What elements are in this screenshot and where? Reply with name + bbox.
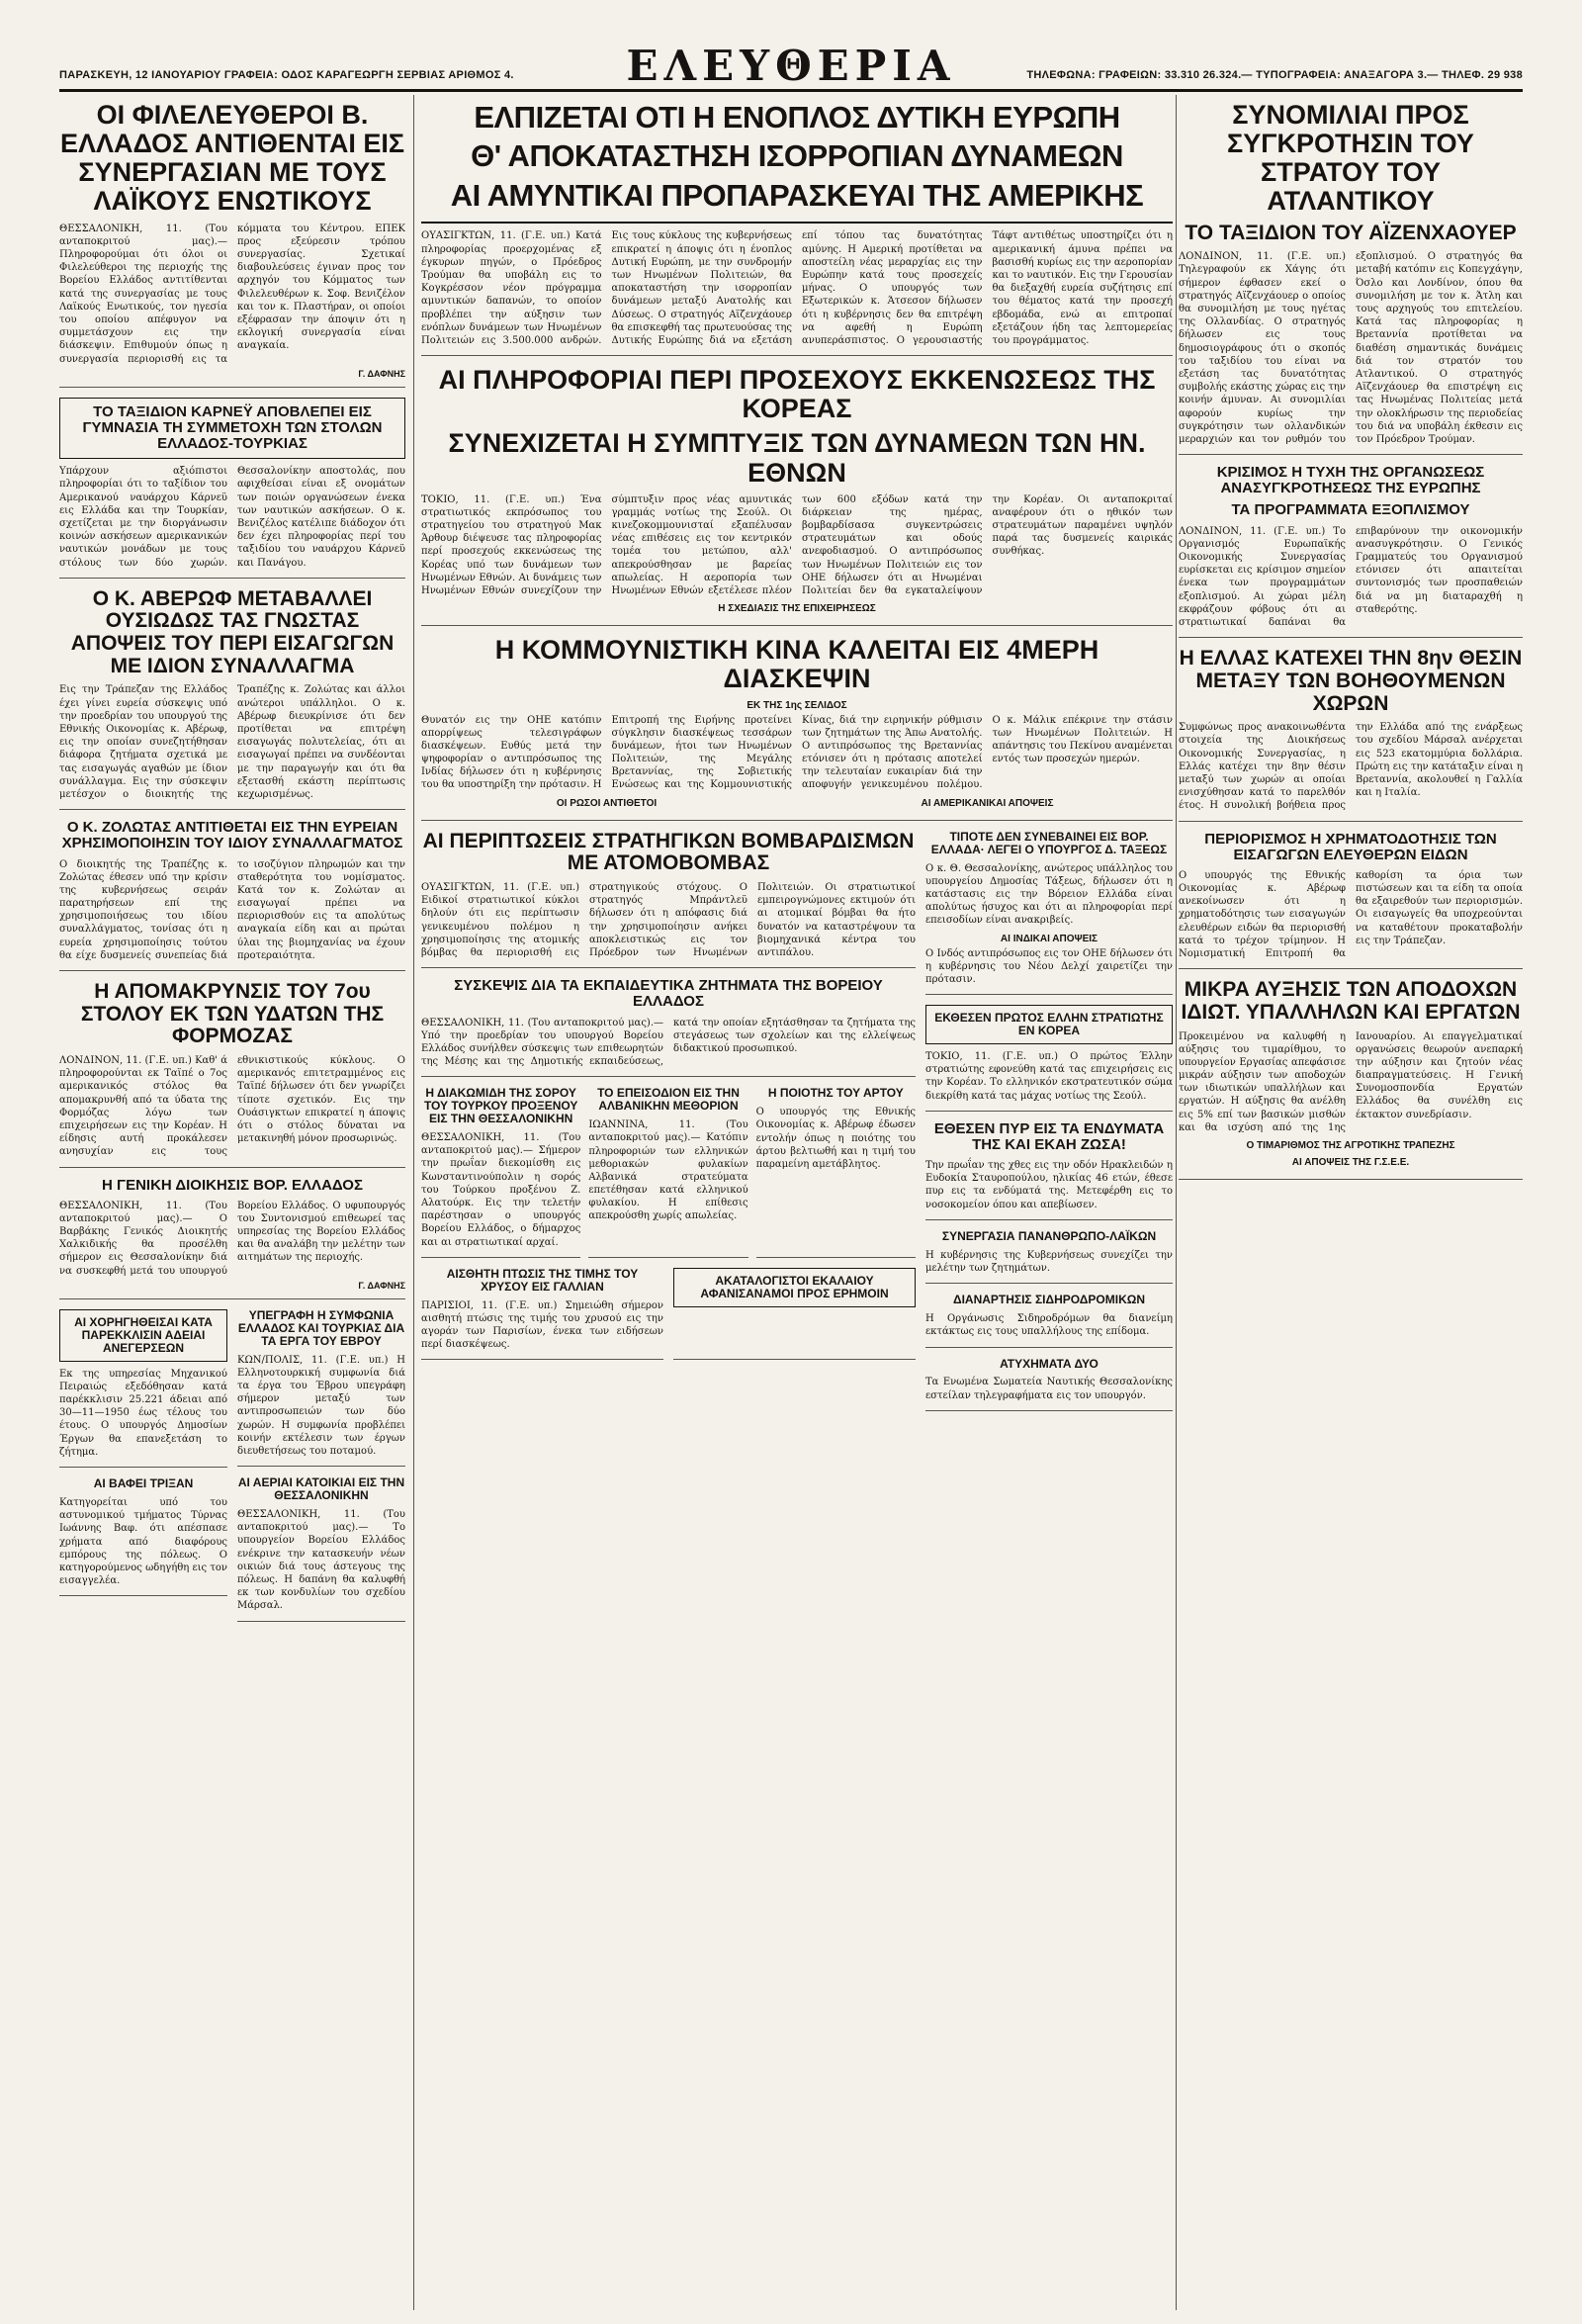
article-body: ΙΩΑΝΝΙΝΑ, 11. (Του ανταποκριτού μας).— Κατόπιν πληροφοριών των ελληνικών μεθοριακών φυλακίων Αλβανικά στρατεύματα επετέθησαν κατά ελληνικού φυλακίου. Η επίθεσις απεκρούσθη χωρίς απωλείας. bbox=[588, 1119, 748, 1222]
headline: Η ΔΙΑΚΩΜΙΔΗ ΤΗΣ ΣΟΡΟΥ ΤΟΥ ΤΟΥΡΚΟΥ ΠΡΟΞΕΝΟΥ ΕΙΣ ΤΗΝ ΘΕΣΣΑΛΟΝΙΚΗΝ bbox=[423, 1086, 578, 1126]
article-body: Ο κ. Θ. Θεσσαλονίκης, ανώτερος υπάλληλος του υπουργείου Δημοσίας Τάξεως, δήλωσεν ότι η κατάστασις εις την Βόρειον Ελλάδα είναι απολύτως ήσυχος και ότι αι πληροφορίαι περί επεισοδίων είναι ανακριβείς. bbox=[925, 862, 1173, 927]
headline: ΣΥΣΚΕΨΙΣ ΔΙΑ ΤΑ ΕΚΠΑΙΔΕΥΤΙΚΑ ΖΗΤΗΜΑΤΑ ΤΗΣ ΒΟΡΕΙΟΥ ΕΛΛΑΔΟΣ bbox=[454, 977, 883, 1011]
article-body: Θυνατόν εις την ΟΗΕ κατόπιν απορρίψεως τελεσιγράφων διασκέψεων. Ευθύς μετά την ψηφοφορίαν ο αντιπρόσωπος της Ινδίας δήλωσεν ότι η κυβέρνησις του θα υποστηρίξη την πρότασιν. Η Επιτροπή της Ειρήνης προτείνει σύγκλησιν διασκέψεως τεσσάρων δυνάμεων, ήτοι των Ηνωμένων Πολιτειών, της Μεγάλης Βρεταννίας, της Σοβιετικής Ενώσεως και της Κομμουνιστικής Κίνας, διά την ειρηνικήν ρύθμισιν των ζητημάτων της Άπω Ανατολής. Ο αντιπρόσωπος της Βρεταννίας ετόνισεν ότι η πρότασις αποτελεί την τελευταίαν ευκαιρίαν διά την αποφυγήν γενικευμένου πολέμου. Ο κ. Μάλικ επέκρινε την στάσιν των Ηνωμένων Πολιτειών. Η απάντησις του Πεκίνου αναμένεται εντός των προσεχών ημερών. bbox=[421, 714, 1173, 791]
right-column bbox=[1179, 95, 1523, 2310]
article-accidents bbox=[925, 1352, 1173, 1411]
article-body: Εκ της υπηρεσίας Μηχανικού Πειραιώς εξεδόθησαν κατά παρέκκλισιν 25.221 άδειαι από 30—11—1950 έως τέλους του έτους. Ο υπουργός Δημοσίων Έργων θα επανεξετάση το ζήτημα. bbox=[59, 1368, 227, 1458]
article-gold-price bbox=[421, 1262, 663, 1361]
article-evros-agreement bbox=[237, 1303, 405, 1467]
headline: Η ΚΟΜΜΟΥΝΙΣΤΙΚΗ ΚΙΝΑ ΚΑΛΕΙΤΑΙ ΕΙΣ 4ΜΕΡΗ ΔΙΑΣΚΕΨΙΝ bbox=[494, 635, 1099, 694]
article-body: ΘΕΣΣΑΛΟΝΙΚΗ, 11. (Του ανταποκριτού μας).— Το υπουργείον Βορείου Ελλάδος ενέκρινε την κατασκευήν νέων οικιών διά τους άστεγους της πόλεως. Η δαπάνη θα καλυφθή εκ των κονδυλίων του σχεδίου Μάρσαλ. bbox=[237, 1509, 405, 1612]
headline: Ο Κ. ΖΟΛΩΤΑΣ ΑΝΤΙΤΙΘΕΤΑΙ ΕΙΣ ΤΗΝ ΕΥΡΕΙΑΝ ΧΡΗΣΙΜΟΠΟΙΗΣΙΝ ΤΟΥ ΙΔΙΟΥ ΣΥΝΑΛΛΑΓΜΑΤΟΣ bbox=[61, 819, 403, 852]
article-carney-trip bbox=[59, 392, 405, 579]
lead-headline-block bbox=[421, 101, 1173, 223]
article-greece-8th-place bbox=[1179, 642, 1523, 821]
article-korea bbox=[421, 360, 1173, 626]
headline: ΣΥΝΕΡΓΑΣΙΑ ΠΑΝΑΝΘΡΩΠΟ-ΛΑΪΚΩΝ bbox=[941, 1228, 1157, 1243]
headline: ΑΙ ΠΛΗΡΟΦΟΡΙΑΙ ΠΕΡΙ ΠΡΟΣΕΧΟΥΣ ΕΚΚΕΝΩΣΕΩΣ ΤΗΣ ΚΟΡΕΑΣ bbox=[438, 365, 1156, 424]
subheading: ΑΙ ΑΠΟΨΕΙΣ ΤΗΣ Γ.Σ.Ε.Ε. bbox=[1291, 1157, 1410, 1169]
article-albanian-border bbox=[588, 1081, 747, 1258]
article-consul-funeral bbox=[421, 1081, 580, 1258]
article-body: Ο διοικητής της Τραπέζης κ. Ζολώτας έθεσεν υπό την κρίσιν της κυβερνήσεως σειράν παρατηρήσεων επί της χρησιμοποιήσεως του ιδίου συναλλάγματος, τονίσας ότι η ευρεία χρησιμοποίησις τούτου θα είχε δυσμενείς συνεπείας διά το ισοζύγιον πληρωμών και την σταθερότητα του νομίσματος. Κατά τον κ. Ζολώταν αι εισαγωγαί πρέπει να περιορισθούν εις τα απολύτως αναγκαία είδη και αι πρώται ύλαι της βιομηχανίας να έχουν προτεραιότητα. bbox=[59, 858, 405, 961]
article-body: Ο Ινδός αντιπρόσωπος εις τον ΟΗΕ δήλωσεν ότι η κυβέρνησις του Νέου Δελχί χαιρετίζει την πρότασιν. bbox=[925, 947, 1173, 985]
masthead bbox=[59, 44, 1523, 92]
headline: ΣΥΝΟΜΙΛΙΑΙ ΠΡΟΣ ΣΥΓΚΡΟΤΗΣΙΝ ΤΟΥ ΣΤΡΑΤΟΥ ΤΟΥ ΑΤΛΑΝΤΙΚΟΥ bbox=[1227, 100, 1474, 217]
article-general-administration bbox=[59, 1172, 405, 1299]
article-7th-fleet bbox=[59, 975, 405, 1168]
lead-headline-2: Θ' ΑΠΟΚΑΤΑΣΤΗΣΗ ΙΣΟΡΡΟΠΙΑΝ ΔΥΝΑΜΕΩΝ bbox=[471, 138, 1123, 174]
headline: ΤΙΠΟΤΕ ΔΕΝ ΣΥΝΕΒΑΙΝΕΙ ΕΙΣ ΒΟΡ. ΕΛΛΑΔΑ· ΛΕΓΕΙ Ο ΥΠΟΥΡΓΟΣ Δ. ΤΑΞΕΩΣ bbox=[930, 829, 1168, 856]
headline: Η ΠΟΙΟΤΗΣ ΤΟΥ ΑΡΤΟΥ bbox=[767, 1086, 904, 1101]
article-liberals bbox=[59, 95, 405, 388]
headline: ΑΙ ΒΑΦΕΙ ΤΡΙΞΑΝ bbox=[93, 1476, 194, 1490]
headline: ΑΤΥΧΗΜΑΤΑ ΔΥΟ bbox=[1000, 1356, 1099, 1371]
article-body: Προκειμένου να καλυφθή η αύξησις του τιμαρίθμου, το υπουργείον Εργασίας απεφάσισε μικράν αύξησιν των αποδοχών των ιδιωτικών υπαλλήλων και εργατών. Η αύξησις θα ανέλθη εις 5% επί των βασικών μισθών και θα ισχύση από της 1ης Ιανουαρίου. Αι επαγγελματικαί οργανώσεις θεωρούν ανεπαρκή την αύξησιν και ζητούν νέας διαπραγματεύσεις. Η Γενική Συνομοσπονδία Εργατών Ελλάδος θα συνέλθη εις έκτακτον συνεδρίασιν. bbox=[1179, 1030, 1523, 1133]
column-rule bbox=[1176, 95, 1177, 2310]
headline: ΠΕΡΙΟΡΙΣΜΟΣ Η ΧΡΗΜΑΤΟΔΟΤΗΣΙΣ ΤΩΝ ΕΙΣΑΓΩΓΩΝ ΕΛΕΥΘΕΡΩΝ ΕΙΔΩΝ bbox=[1204, 830, 1497, 863]
article-body: ΛΟΝΔΙΝΟΝ, 11. (Γ.Ε. υπ.) Καθ' ά πληροφορούνται εκ Ταϊπέ ο 7ος αμερικανικός στόλος θα απομακρυνθή από τα ύδατα της Φορμόζας λόγω των επιχειρήσεων εις την Κορέαν. Η είδησις αυτή προκάλεσεν ανησυχίαν εις τους εθνικιστικούς κύκλους. Ο αμερικανός επιτετραμμένος εις Ταϊπέ δήλωσεν ότι δεν γνωρίζει τίποτε σχετικόν. Εις την Ουάσιγκτων επικρατεί η άποψις ότι ο στόλος δύναται να μετακινηθή μόνον προσωρινώς. bbox=[59, 1055, 405, 1158]
article-atomic-bombing bbox=[421, 825, 916, 968]
subheading: ΟΙ ΡΩΣΟΙ ΑΝΤΙΘΕΤΟΙ bbox=[556, 797, 658, 809]
headline: ΑΙ ΑΕΡΙΑΙ ΚΑΤΟΙΚΙΑΙ ΕΙΣ ΤΗΝ ΘΕΣΣΑΛΟΝΙΚΗΝ bbox=[237, 1475, 405, 1503]
article-body: Η Οργάνωσις Σιδηροδρόμων θα διανείμη εκτάκτως εις τους υπαλλήλους της επίδομα. bbox=[925, 1313, 1173, 1338]
newspaper-title: ΕΛΕΥΘΕΡΙΑ bbox=[626, 42, 956, 90]
lead-headline-1: ΕΛΠΙΖΕΤΑΙ ΟΤΙ Η ΕΝΟΠΛΟΣ ΔΥΤΙΚΗ ΕΥΡΩΠΗ bbox=[474, 100, 1120, 134]
headline: ΑΙ ΠΕΡΙΠΤΩΣΕΙΣ ΣΤΡΑΤΗΓΙΚΩΝ ΒΟΜΒΑΡΔΙΣΜΩΝ ΜΕ ΑΤΟΜΟΒΟΜΒΑΣ bbox=[422, 829, 915, 875]
article-averof bbox=[59, 582, 405, 810]
small-articles-row bbox=[421, 1081, 916, 1262]
byline: Γ. ΔΑΦΝΗΣ bbox=[358, 368, 405, 379]
subheading: ΑΙ ΑΜΕΡΙΚΑΝΙΚΑΙ ΑΠΟΨΕΙΣ bbox=[921, 797, 1054, 809]
headline: ΑΙ ΧΟΡΗΓΗΘΕΙΣΑΙ ΚΑΤΑ ΠΑΡΕΚΚΛΙΣΙΝ ΑΔΕΙΑΙ ΑΝΕΓΕΡΣΕΩΝ bbox=[59, 1309, 227, 1362]
article-body: Εις την Τράπεζαν της Ελλάδος έχει γίνει ευρεία σύσκεψις υπό την προεδρίαν του υπουργού της Εθνικής Οικονομίας κ. Αβέρωφ, εις την οποίαν συνεζητήθησαν διάφορα ζητήματα σχετικά με τας εισαγωγάς αγαθών με ίδιον συνάλλαγμα. Εις την σύσκεψιν μετέσχον ο διοικητής της Τραπέζης κ. Ζολώτας και άλλοι ανώτεροι υπάλληλοι. Ο κ. Αβέρωφ διευκρίνισε ότι δεν προτίθεται να επιτρέψη εισαγωγάς πολυτελείας, ότι αι εισαγωγαί πρέπει να συνδέονται με την παραγωγήν και ότι θα εξετασθή εκάστη περίπτωσις κεχωρισμένως. bbox=[59, 684, 405, 800]
center-lower-row bbox=[421, 825, 1173, 1415]
article-body: ΘΕΣΣΑΛΟΝΙΚΗ, 11. (Του ανταποκριτού μας).— Πληροφορούμαι ότι όλοι οι Φιλελεύθεροι της περιοχής της Βορείου Ελλάδος αντιτίθενται κατά της συνεργασίας με τους Λαϊκούς Ενωτικούς, τον ηγεσία του οποίου απέφυγον να συμμετάσχουν εις την διάσκεψιν. Επιθυμούν όπως η συνεργασία περιορισθή εις τα κόμματα του Κέντρου. ΕΠΕΚ προς εξεύρεσιν τρόπου συνεργασίας. Σχετικαί διαβουλεύσεις έγιναν προς τον αρχηγόν του Κόμματος των Φιλελευθέρων κ. Σοφ. Βενιζέλον και τον κ. Πλαστήραν, οι οποίοι εξέφρασαν την άποψιν ότι η εκλογική συνεργασία είναι αναγκαία. bbox=[59, 223, 405, 365]
article-body: ΘΕΣΣΑΛΟΝΙΚΗ, 11. (Του ανταποκριτού μας).— Σήμερον την πρωΐαν διεκομίσθη εις Κωνσταντινούπολιν η σορός του Τούρκου προξένου Ζ. Αλατούρκ. Εις την τελετήν παρέστησαν ο υπουργός Βορείου Ελλάδος, ο δήμαρχος και αι στρατιωτικαί αρχαί. bbox=[421, 1132, 581, 1248]
masthead-date-address: ΠΑΡΑΣΚΕΥΗ, 12 ΙΑΝΟΥΑΡΙΟΥ ΓΡΑΦΕΙΑ: ΟΔΟΣ ΚΑΡΑΓΕΩΡΓΗ ΣΕΡΒΙΑΣ ΑΡΙΘΜΟΣ 4. bbox=[59, 69, 514, 81]
headline: ΕΘΕΣΕΝ ΠΥΡ ΕΙΣ ΤΑ ΕΝΔΥΜΑΤΑ ΤΗΣ ΚΑΙ ΕΚΑΗ ΖΩΣΑ! bbox=[933, 1119, 1165, 1153]
article-nothing-happened bbox=[925, 825, 1173, 995]
headline: ΥΠΕΓΡΑΦΗ Η ΣΥΜΦΩΝΙΑ ΕΛΛΑΔΟΣ ΚΑΙ ΤΟΥΡΚΙΑΣ ΔΙΑ ΤΑ ΕΡΓΑ ΤΟΥ ΕΒΡΟΥ bbox=[237, 1307, 405, 1348]
masthead-phones: ΤΗΛΕΦΩΝΑ: ΓΡΑΦΕΙΩΝ: 33.310 26.324.— ΤΥΠΟΓΡΑΦΕΙΑ: ΑΝΑΞΑΓΟΡΑ 3.— ΤΗΛΕΦ. 29 938 bbox=[1026, 69, 1523, 81]
article-education-meeting bbox=[421, 972, 916, 1077]
headline: ΑΙΣΘΗΤΗ ΠΤΩΣΙΣ ΤΗΣ ΤΙΜΗΣ ΤΟΥ ΧΡΥΣΟΥ ΕΙΣ ΓΑΛΛΙΑΝ bbox=[446, 1266, 639, 1294]
article-body: ΤΟΚΙΟ, 11. (Γ.Ε. υπ.) Ο πρώτος Έλλην στρατιώτης εφονεύθη κατά τας επιχειρήσεις εις την Κορέαν. Το ελληνικόν εκστρατευτικόν σώμα διεκρίθη κατά τας μάχας νοτίως της Σεούλ. bbox=[925, 1050, 1173, 1102]
left-column bbox=[59, 95, 405, 2310]
headline-2: ΣΥΝΕΧΙΖΕΤΑΙ Η ΣΥΜΠΤΥΞΙΣ ΤΩΝ ΔΥΝΑΜΕΩΝ ΤΩΝ ΗΝ. ΕΘΝΩΝ bbox=[448, 428, 1146, 488]
article-body: ΟΥΑΣΙΓΚΤΩΝ, 11. (Γ.Ε. υπ.) Ειδικοί στρατιωτικοί κύκλοι δηλούν ότι εις περίπτωσιν γενικευμένου πολέμου η χρησιμοποίησις της ατομικής βόμβας θα περιορισθή εις στρατηγικούς στόχους. Ο στρατηγός Μπράντλεϋ δήλωσεν ότι η απόφασις διά την χρησιμοποίησιν ανήκει αποκλειστικώς εις τον Πρόεδρον των Ηνωμένων Πολιτειών. Οι στρατιωτικοί εμπειρογνώμονες εκτιμούν ότι αι ατομικαί βόμβαι θα ήτο δυνατόν να καταστρέψουν τα βιομηχανικά κέντρα του αντιπάλου. bbox=[421, 882, 916, 958]
article-zolotas bbox=[59, 814, 405, 971]
article-body: ΘΕΣΣΑΛΟΝΙΚΗ, 11. (Του ανταποκριτού μας).— Υπό την προεδρίαν του υπουργού Βορείου Ελλάδος συνήλθεν σύσκεψις των επιθεωρητών της Μέσης και της Δημοτικής εκπαιδεύσεως, κατά την οποίαν εξητάσθησαν τα ζητήματα της στεγάσεως των σχολείων και της ελλείψεως διδακτικού προσωπικού. bbox=[421, 1017, 916, 1068]
headline: ΜΙΚΡΑ ΑΥΞΗΣΙΣ ΤΩΝ ΑΠΟΔΟΧΩΝ ΙΔΙΩΤ. ΥΠΑΛΛΗΛΩΝ ΚΑΙ ΕΡΓΑΤΩΝ bbox=[1181, 978, 1521, 1024]
article-communist-china bbox=[421, 630, 1173, 820]
article-body: Τα Ενωμένα Σωματεία Ναυτικής Θεσσαλονίκης εστείλαν τηλεγραφήματα εις τον υπουργόν. bbox=[925, 1377, 1173, 1401]
article-atlantic-army bbox=[1179, 95, 1523, 455]
headline: ΤΟ ΕΠΕΙΣΟΔΙΟΝ ΕΙΣ ΤΗΝ ΑΛΒΑΝΙΚΗΝ ΜΕΘΟΡΙΟΝ bbox=[597, 1086, 740, 1114]
column-rule bbox=[413, 95, 414, 2310]
subheading-row bbox=[421, 792, 1173, 812]
article-building-permits bbox=[59, 1303, 227, 1468]
article-wage-increase bbox=[1179, 973, 1523, 1180]
subheading: ΑΙ ΙΝΔΙΚΑΙ ΑΠΟΨΕΙΣ bbox=[1000, 933, 1099, 944]
article-body: ΟΥΑΣΙΓΚΤΩΝ, 11. (Γ.Ε. υπ.) Κατά πληροφορίας προερχομένας εξ έγκυρων πηγών, ο Πρόεδρος Τρούμαν θα υποβάλη εις το Κογκρέσσον νέον πρόγραμμα αμυντικών δαπανών, το οποίον προβλέπει την αύξησιν των ενόπλων δυνάμεων των Ηνωμένων Πολιτειών εις 3.500.000 ανδρών. Εις τους κύκλους της κυβερνήσεως επικρατεί η άποψις ότι η ένοπλος Δυτική Ευρώπη, με την συνδρομήν των Ηνωμένων Πολιτειών, θα αποκαταστήση την ισορροπίαν δυνάμεων μεταξύ Ανατολής και Δύσεως. Ο στρατηγός Αϊζενχάουερ θα επισκεφθή τας πρωτευούσας της Δυτικής Ευρώπης διά να εξετάση επί τόπου τας δυνατότητας αμύνης. Η Αμερική προτίθεται να αποστείλη νέας μεραρχίας εις την Ευρώπην κατά τους προσεχείς μήνας. Ο υπουργός των Εξωτερικών κ. Άτσεσον δήλωσεν ότι η κυβέρνησις δεν θα επιτρέψη να αφεθή η Ευρώπη ανυπεράσπιστος. Ο γερουσιαστής Τάφτ αντιθέτως υποστηρίζει ότι η αμερικανική άμυνα πρέπει να βασισθή κυρίως εις την αεροπορίαν και το ναυτικόν. Εις την Γερουσίαν θα διεξαχθή ευρεία συζήτησις επί του θέματος κατά την προσεχή εβδομάδα, ενώ αι επιτροπαί εξετάζουν ήδη τας λεπτομερείας του προγράμματος. bbox=[421, 230, 1173, 346]
headline: Η ΑΠΟΜΑΚΡΥΝΣΙΣ ΤΟΥ 7ου ΣΤΟΛΟΥ ΕΚ ΤΩΝ ΥΔΑΤΩΝ ΤΗΣ ΦΟΡΜΟΖΑΣ bbox=[80, 980, 385, 1048]
small-articles-row bbox=[421, 1262, 916, 1365]
subheading: Ο ΤΙΜΑΡΙΘΜΟΣ ΤΗΣ ΑΓΡΟΤΙΚΗΣ ΤΡΑΠΕΖΗΣ bbox=[1246, 1140, 1455, 1152]
headline: ΤΟ ΤΑΞΙΔΙΟΝ ΚΑΡΝΕΫ ΑΠΟΒΛΕΠΕΙ ΕΙΣ ΓΥΜΝΑΣΙΑ ΤΗ ΣΥΜΜΕΤΟΧΗ ΤΩΝ ΣΤΟΛΩΝ ΕΛΛΑΔΟΣ-ΤΟΥΡΚΙΑΣ bbox=[59, 398, 405, 460]
subheading: Η ΣΧΕΔΙΑΣΙΣ ΤΗΣ ΕΠΙΧΕΙΡΗΣΕΩΣ bbox=[718, 603, 876, 615]
headline: Ο Κ. ΑΒΕΡΩΦ ΜΕΤΑΒΑΛΛΕΙ ΟΥΣΙΩΔΩΣ ΤΑΣ ΓΝΩΣΤΑΣ ΑΠΟΨΕΙΣ ΤΟΥ ΠΕΡΙ ΕΙΣΑΓΩΓΩΝ ΜΕ ΙΔΙΟΝ ΣΥΝΑΛΛΑΓΜΑ bbox=[70, 586, 395, 677]
center-column bbox=[421, 95, 1173, 2310]
article-body: ΛΟΝΔΙΝΟΝ, 11. (Γ.Ε. υπ.) Τηλεγραφούν εκ Χάγης ότι σήμερον έφθασεν εκεί ο στρατηγός Αϊζενχάουερ ο οποίος θα συνομιλήση με τους ηγέτας της Ολλανδίας. Ο στρατηγός δήλωσεν εις τους δημοσιογράφους ότι ο σκοπός του ταξιδίου του είναι να εξετάση τας δυνατότητας συμβολής εκάστης χώρας εις την κοινήν άμυναν. Αι συνομιλίαι αφορούν κυρίως την συγκρότησιν των ολλανδικών μεραρχιών και τον ρυθμόν του εξοπλισμού. Ο στρατηγός θα μεταβή κατόπιν εις Κοπεγχάγην, Όσλο και Λονδίνον, όπου θα συνομιλήση με τον κ. Άτλη και τους αρχηγούς του επιτελείου. Κατά τας πληροφορίας η Βρεταννία προτίθεται να διαθέση σημαντικάς δυνάμεις διά τον στρατόν του Ατλαντικού. Ο στρατηγός Αϊζενχάουερ θα επιστρέψη εις τας Ηνωμένας Πολιτείας μετά την ολοκλήρωσιν της περιοδείας του διά να υποβάλη έκθεσιν εις τον Πρόεδρον Τρούμαν. bbox=[1179, 251, 1523, 445]
article-thessaloniki-housing bbox=[237, 1471, 405, 1621]
article-greek-soldier-korea bbox=[925, 999, 1173, 1112]
article-body: Την πρωΐαν της χθες εις την οδόν Ηρακλειδών η Ευδοκία Σταυροπούλου, ηλικίας 46 ετών, έθεσε πυρ εις τα ενδύματά της. Μετεφέρθη εις το νοσοκομείον όπου και απεβίωσεν. bbox=[925, 1160, 1173, 1210]
article-body: ΛΟΝΔΙΝΟΝ, 11. (Γ.Ε. υπ.) Το Οργανισμός Ευρωπαϊκής Οικονομικής Συνεργασίας ευρίσκεται εις κρίσιμον σημείον ένεκα των προγραμμάτων εξοπλισμού. Αι χώραι μέλη εκφράζουν φόβους ότι αι στρατιωτικαί δαπάναι θα επιβαρύνουν την οικονομικήν ανασυγκρότησιν. Ο Γενικός Γραμματεύς του Οργανισμού ετόνισεν ότι απαιτείται συντονισμός των προσπαθειών διά να μη διαταραχθή η σταθερότης. bbox=[1179, 525, 1523, 628]
headline: Η ΓΕΝΙΚΗ ΔΙΟΙΚΗΣΙΣ ΒΟΡ. ΕΛΛΑΔΟΣ bbox=[102, 1176, 363, 1194]
headline: ΔΙΑΝΑΡΤΗΣΙΣ ΣΙΔΗΡΟΔΡΟΜΙΚΩΝ bbox=[952, 1293, 1146, 1307]
article-railway-staff bbox=[925, 1288, 1173, 1347]
article-body: Ο υπουργός της Εθνικής Οικονομίας κ. Αβέρωφ ανεκοίνωσεν ότι η χρηματοδότησις των εισαγωγών ελευθέρων ειδών θα περιορισθή κατά το τρέχον τρίμηνον. Η Νομισματική Επιτροπή θα καθορίση τα όρια των πιστώσεων και τα είδη τα οποία θα εξαιρεθούν των περιορισμών. Οι εισαγωγείς θα υποχρεούνται να καταθέτουν προκαταβολήν εις την Τράπεζαν. bbox=[1179, 869, 1523, 959]
article-body: Υπάρχουν αξιόπιστοι πληροφορίαι ότι το ταξίδιον του Αμερικανού ναυάρχου Κάρνεϋ εις Ελλάδα και την Τουρκίαν, σχετίζεται με την διοργάνωσιν κοινών ασκήσεων αμερικανικών ναυτικών μονάδων με τους στόλους των δύο χωρών. Θεσσαλονίκην αποστολάς, που αφιχθείσαι είναι εξ ονομάτων των ποιών οργανώσεων ένεκα των ναυτικών ασκήσεων. Ο κ. Βενιζέλος κατέλιπε διάδοχον ότι δεν έχει πληροφορίας περί του ταξιδίου του ναυάρχου Κάρνεϋ και Πανάγου. bbox=[59, 466, 405, 569]
article-body: Συμφώνως προς ανακοινωθέντα στοιχεία της Διοικήσεως Οικονομικής Συνεργασίας, η Ελλάς κατέχει την 8ην θέσιν μεταξύ των χωρών αι οποίαι ενισχύθησαν κατά το παρελθόν έτος. Η συνολική βοήθεια προς την Ελλάδα από της ενάρξεως του σχεδίου Μάρσαλ ανέρχεται εις 523 εκατομμύρια δολλάρια. Πρώτη εις την κατάταξιν είναι η Βρεταννία, ακολουθεί η Γαλλία και η Ιταλία. bbox=[1179, 722, 1523, 812]
headline: Η ΕΛΛΑΣ ΚΑΤΕΧΕΙ ΤΗΝ 8ην ΘΕΣΙΝ ΜΕΤΑΞΥ ΤΩΝ ΒΟΗΘΟΥΜΕΝΩΝ ΧΩΡΩΝ bbox=[1179, 647, 1523, 715]
lead-headline-3: ΑΙ ΑΜΥΝΤΙΚΑΙ ΠΡΟΠΑΡΑΣΚΕΥΑΙ ΤΗΣ ΑΜΕΡΙΚΗΣ bbox=[450, 177, 1144, 213]
headline-2: ΤΟ ΤΑΞΙΔΙΟΝ ΤΟΥ ΑΪΖΕΝΧΑΟΥΕΡ bbox=[1185, 221, 1517, 244]
small-articles-row bbox=[59, 1303, 405, 1626]
article-woman-burned bbox=[925, 1116, 1173, 1220]
byline: Γ. ΔΑΦΝΗΣ bbox=[358, 1280, 405, 1291]
article-import-financing bbox=[1179, 826, 1523, 970]
headline-2: ΤΑ ΠΡΟΓΡΑΜΜΑΤΑ ΕΞΟΠΛΙΣΜΟΥ bbox=[1231, 501, 1470, 519]
article-body: Ο υπουργός της Εθνικής Οικονομίας κ. Αβέρωφ έδωσεν εντολήν όπως η ποιότης του άρτου βελτιωθή και η τιμή του παραμείνη αμετάβλητος. bbox=[755, 1107, 916, 1170]
headline: ΚΡΙΣΙΜΟΣ Η ΤΥΧΗ ΤΗΣ ΟΡΓΑΝΩΣΕΩΣ ΑΝΑΣΥΓΚΡΟΤΗΣΕΩΣ ΤΗΣ ΕΥΡΩΠΗΣ bbox=[1216, 464, 1485, 497]
article-body: ΚΩΝ/ΠΟΛΙΣ, 11. (Γ.Ε. υπ.) Η Ελληνοτουρκική συμφωνία διά τα έργα του Έβρου υπεγράφη σήμερον μεταξύ των αντιπροσωπειών των δύο χωρών. Η συμφωνία προβλέπει κοινήν εκτέλεσιν των έργων διευθετήσεως του ποταμού. bbox=[237, 1354, 405, 1457]
article-cooperation bbox=[925, 1224, 1173, 1284]
article-body: ΤΟΚΙΟ, 11. (Γ.Ε. υπ.) Ένα στρατιωτικός εκπρόσωπος του στρατηγείου του στρατηγού Μακ Άρθουρ διέψευσε τας πληροφορίας περί προσεχούς εκκενώσεως της Κορέας υπό των δυνάμεων των Ηνωμένων Εθνών. Αι δυνάμεις των Ηνωμένων Εθνών συνεχίζουν την σύμπτυξιν προς νέας αμυντικάς γραμμάς νοτίως της Σεούλ. Οι κινεζοκομμουνισταί εξαπέλυσαν νέας επιθέσεις εις τον κεντρικόν τομέα του μετώπου, αλλ' απεκρούσθησαν με βαρείας απωλείας. Η αεροπορία των Ηνωμένων Εθνών εξετέλεσε πλέον των 600 εξόδων κατά την διάρκειαν της ημέρας, βομβαρδίσασα συγκεντρώσεις στρατευμάτων και οδούς ανεφοδιασμού. Ο αντιπρόσωπος των Ηνωμένων Πολιτειών εις τον ΟΗΕ δήλωσεν ότι αι Ηνωμέναι Πολιτείαι δεν θα εγκαταλείψουν την Κορέαν. Οι ανταποκριταί αναφέρουν ότι ο ηθικόν των στρατευμάτων παραμένει υψηλόν παρά τας δυσμενείς καιρικάς συνθήκας. bbox=[421, 493, 1173, 597]
article-body: Κατηγορείται υπό του αστυνομικού τμήματος Τύρνας Ιωάννης Βαφ. ότι απέσπασε χρήματα από διαφόρους εμπόρους της πόλεως. Ο κατηγορούμενος ωδηγήθη εις τον εισαγγελέα. bbox=[59, 1496, 227, 1587]
article-vafi bbox=[59, 1472, 227, 1596]
article-bread-quality bbox=[756, 1081, 916, 1258]
article-body: ΠΑΡΙΣΙΟΙ, 11. (Γ.Ε. υπ.) Σημειώθη σήμερον αισθητή πτώσις της τιμής του χρυσού εις την αγοράν των Παρισίων, ένεκα των ειδήσεων περί διασκέψεως. bbox=[421, 1299, 663, 1351]
article-body: Η κυβέρνησις της Κυβερνήσεως συνεχίζει την μελέτην των ζητημάτων. bbox=[925, 1249, 1173, 1274]
headline: ΑΚΑΤΑΛΟΓΙΣΤΟΙ ΕΚΑΛΑΙΟΥ ΑΦΑΝΙΣΑΝΑΜΟΙ ΠΡΟΣ ΕΡΗΜΟΙΝ bbox=[673, 1268, 916, 1307]
headline: ΕΚΘΕΣΕΝ ΠΡΩΤΟΣ ΕΛΛΗΝ ΣΤΡΑΤΙΩΤΗΣ ΕΝ ΚΟΡΕΑ bbox=[925, 1005, 1173, 1044]
headline: ΟΙ ΦΙΛΕΛΕΥΘΕΡΟΙ Β. ΕΛΛΑΔΟΣ ΑΝΤΙΘΕΝΤΑΙ ΕΙΣ ΣΥΝΕΡΓΑΣΙΑΝ ΜΕ ΤΟΥΣ ΛΑΪΚΟΥΣ ΕΝΩΤΙΚΟΥΣ bbox=[59, 100, 405, 217]
article-tragedy bbox=[673, 1262, 916, 1361]
article-european-reconstruction bbox=[1179, 459, 1523, 638]
subheading: ΕΚ ΤΗΣ 1ης ΣΕΛΙΔΟΣ bbox=[747, 699, 847, 711]
article-lead-western-europe bbox=[421, 95, 1173, 356]
article-body: ΘΕΣΣΑΛΟΝΙΚΗ, 11. (Του ανταποκριτού μας).— Ο Βαρβάκης Γενικός Διοικητής Χαλκιδικής θα προσέλθη σήμερον εις Θεσσαλονίκην διά να συσκεφθή μετά του υπουργού Βορείου Ελλάδος. Ο υφυπουργός του Συντονισμού επιθεωρεί τας υπηρεσίας της Βορείου Ελλάδος και θα αναλάβη την μελέτην των αιτημάτων της περιοχής. bbox=[59, 1200, 405, 1277]
